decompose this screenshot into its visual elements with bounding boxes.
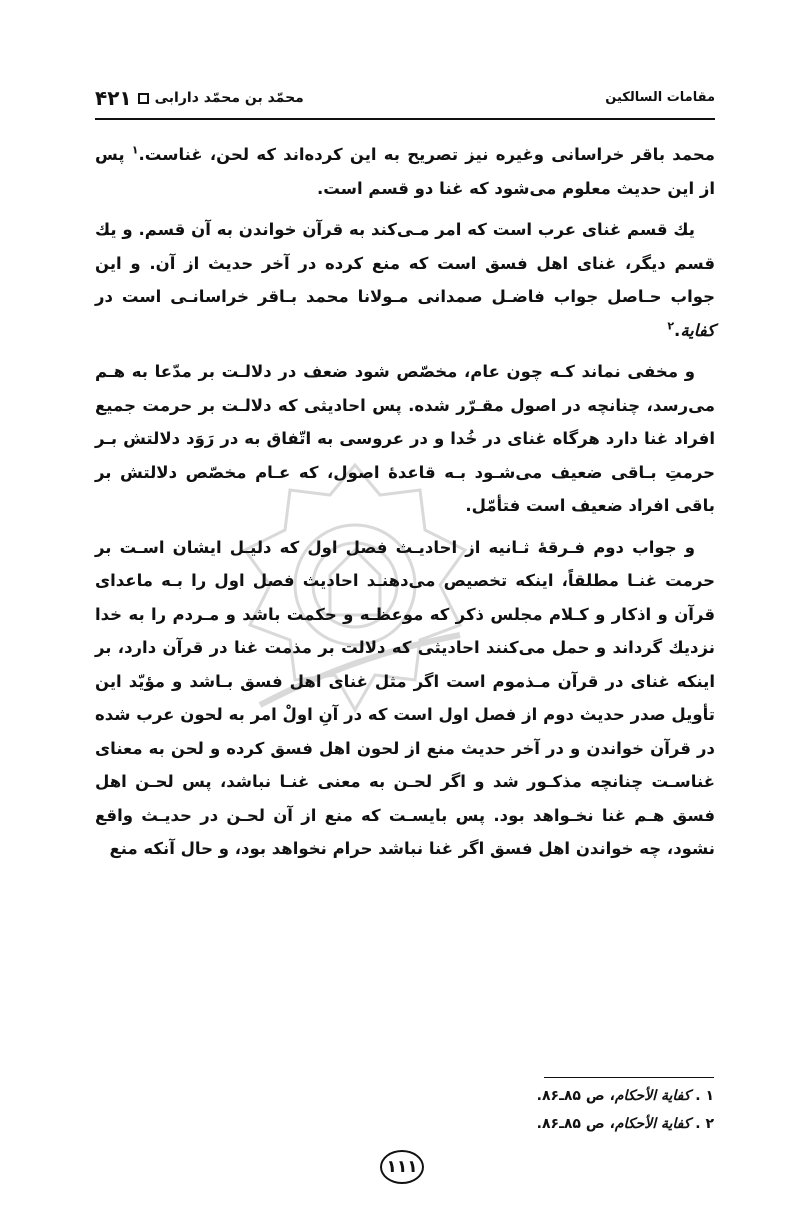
- header-rule: [95, 118, 715, 120]
- footnote-marker-2: ۲: [667, 319, 675, 332]
- footnote-2: ۲ . کفایة الأحکام، ص ۸۵ـ۸۶.: [536, 1116, 714, 1132]
- italic-title: کفایة: [680, 320, 715, 340]
- paragraph-3: و مخفی نماند کـه چون عام، مخصّص شود ضعف در دلالـت بر مدّعا به هـم می‌رسد، چنانچه در اصول مقـرّر شده. پس احادیثی که دلالـت بر حرمت جمیع افراد غنا دارد هرگاه غنای در خُدا و در عروسی به اتّفاق به در رَوَد دلالتش بـر حرمتِ بـاقی ضعیف می‌شـود بـه قاعدهٔ اصول، که عـام مخصّص دلالتش بر باقی افراد ضعیف است فتأمّل.: [95, 362, 715, 515]
- page-reference: ۴۲۱: [95, 86, 132, 110]
- main-text: [95, 138, 715, 866]
- paragraph-1: محمد باقر خراسانی وغیره نیز تصریح به این کرده‌اند که لحن، غناست.$^۱$ پس از این حدیث معلوم می‌شود که غنا دو قسم است.: [95, 143, 715, 198]
- page-number: ۱۱۱: [380, 1150, 424, 1184]
- square-icon: [138, 93, 149, 104]
- paragraph-2: یك قسم غنای عرب است که امر مـی‌کند به قرآن خواندن به آن قسم. و یك قسم دیگر، غنای اهل فسق است که منع کرده در آخر حدیث از آن. و این جواب حـاصل جواب فاضـل صمدانی مـولانا محمد بـاقر خراسانـی است در کفایة.$^۲$: [95, 220, 715, 340]
- book-title: مقامات السالکین: [605, 90, 715, 105]
- footnote-rule: [544, 1077, 714, 1078]
- footnote-1: ۱ . کفایة الأحکام، ص ۸۵ـ۸۶.: [536, 1088, 714, 1104]
- paragraph-4: و جواب دوم فـرقهٔ ثـانیه از احادیـث فصل اول که دلیـل ایشان اسـت بر حرمت غنـا مطلقاً، اینکه تخصیص می‌دهنـد احادیث فصل اول را بـه ماعدای قرآن و اذکار و کـلام مجلس ذکر که موعظـه و حکمت باشد و مـردم را به خدا نزدیك گرداند و حمل می‌کنند احادیثی که دلالت بر مذمت غنا در قرآن دارد، بر اینکه غنای در قرآن مـذموم است اگر مثل غنای اهل فسق بـاشد و مؤیّد این تأویل صدر حدیث دوم از فصل اول است که در آنِ اولْ امر به لحون عرب شده در قرآن خواندن و در آخر حدیث منع از لحون اهل فسق کرده و لحن به معنای غناسـت چنانچه مذکـور شد و اگر لحـن به معنی غنـا نباشد، پس لحـن اهل فسق هـم غنا نخـواهد بود. پس بایسـت که منع از آن لحـن در حدیـث واقع نشود، چه خواندن اهل فسق اگر غنا نباشد حرام نخواهد بود، و حال آنکه منع: [95, 537, 715, 858]
- author-page-ref: [95, 86, 304, 110]
- running-header: [95, 84, 715, 114]
- author-name: محمّد بن محمّد دارابی: [154, 90, 304, 106]
- footnotes: [314, 1082, 714, 1138]
- footnote-marker-1: ۱: [131, 143, 139, 157]
